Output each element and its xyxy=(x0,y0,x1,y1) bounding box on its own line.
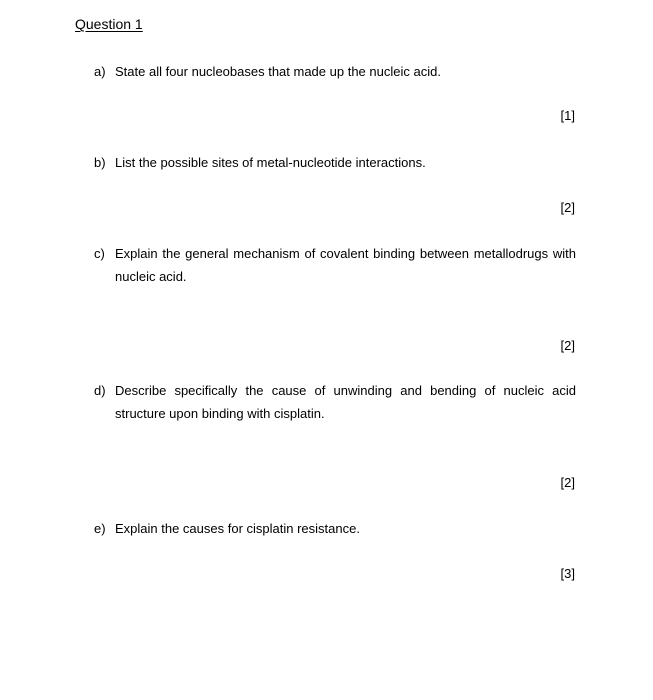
question-e xyxy=(94,518,576,541)
question-heading: Question 1 xyxy=(75,16,143,32)
question-a xyxy=(94,61,576,84)
question-c xyxy=(94,243,576,288)
question-e-marks: [3] xyxy=(560,566,575,581)
question-b-marks: [2] xyxy=(560,200,575,215)
question-e-label: e) xyxy=(94,521,106,536)
question-a-text: State all four nucleobases that made up the nucleic acid. xyxy=(115,64,441,79)
question-b xyxy=(94,152,576,175)
question-d-text: Describe specifically the cause of unwinding and bending of nucleic acid structure upon binding with cisplatin. xyxy=(115,383,576,421)
question-e-text: Explain the causes for cisplatin resistance. xyxy=(115,521,360,536)
question-c-text: Explain the general mechanism of covalent binding between metallodrugs with nucleic acid. xyxy=(115,246,576,284)
question-d xyxy=(94,380,576,425)
question-c-label: c) xyxy=(94,246,105,261)
question-b-label: b) xyxy=(94,155,106,170)
question-b-text: List the possible sites of metal-nucleotide interactions. xyxy=(115,155,426,170)
question-a-label: a) xyxy=(94,64,106,79)
question-c-marks: [2] xyxy=(560,338,575,353)
question-d-label: d) xyxy=(94,383,106,398)
question-a-marks: [1] xyxy=(560,108,575,123)
question-d-marks: [2] xyxy=(560,475,575,490)
